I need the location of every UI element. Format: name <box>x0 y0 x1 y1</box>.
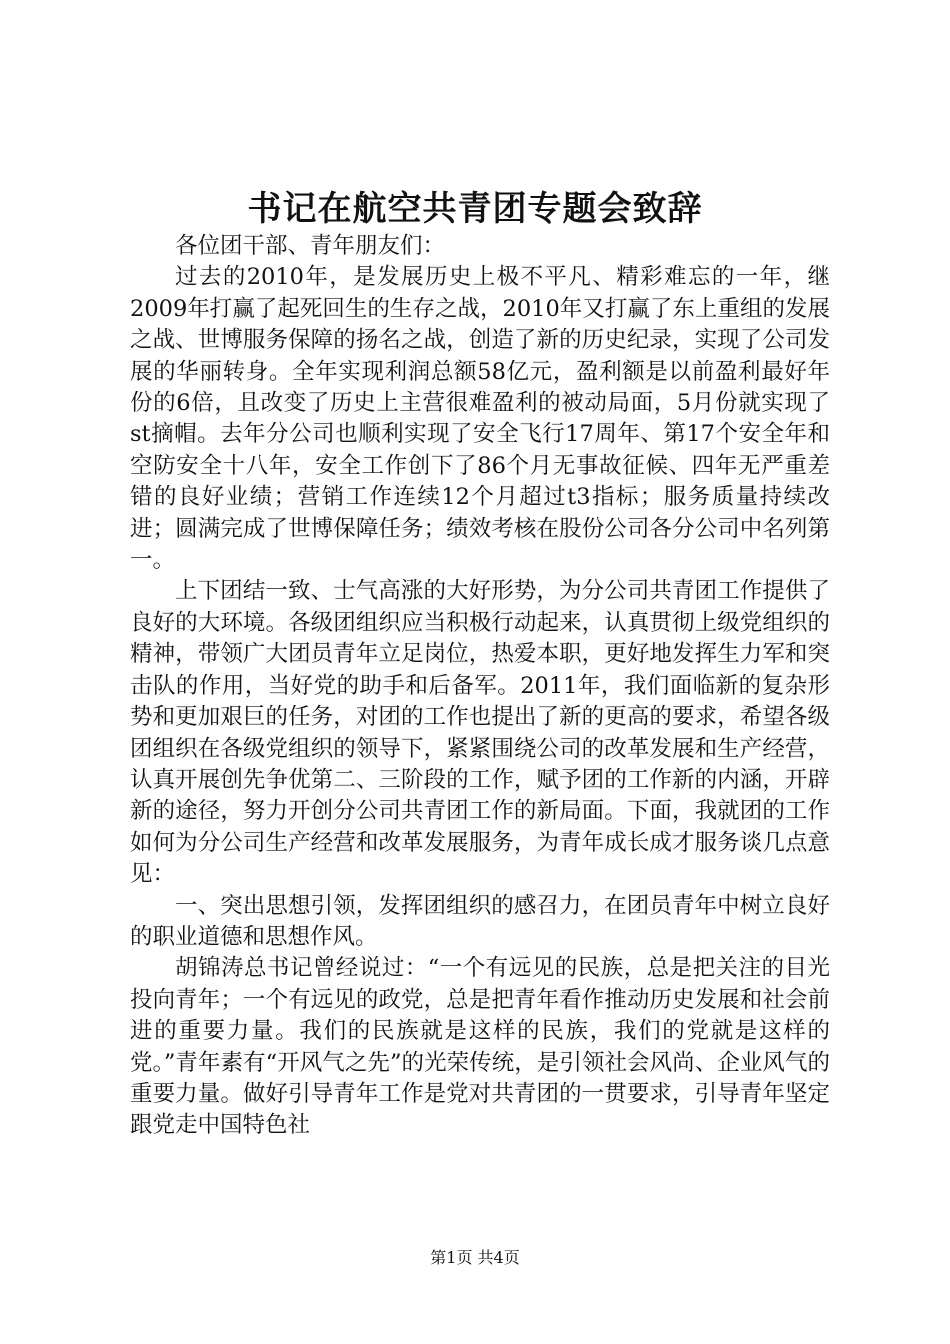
body-paragraph: 胡锦涛总书记曾经说过：“一个有远见的民族，总是把关注的目光投向青年；一个有远见的政党，总是把青年看作推动历史发展和社会前进的重要力量。我们的民族就是这样的民族，我们的党就是这样的党。”青年素有“开风气之先”的光荣传统，是引领社会风尚、企业风气的重要力量。做好引导青年工作是党对共青团的一贯要求，引导青年坚定跟党走中国特色社 <box>130 955 830 1139</box>
page-number-footer: 第1页 共4页 <box>430 1248 520 1267</box>
body-paragraph: 过去的2010年，是发展历史上极不平凡、精彩难忘的一年，继2009年打赢了起死回生的生存之战，2010年又打赢了东上重组的发展之战、世博服务保障的扬名之战，创造了新的历史纪录，实现了公司发展的华丽转身。全年实现利润总额58亿元，盈利额是以前盈利最好年份的6倍，且改变了历史上主营很难盈利的被动局面，5月份就实现了st摘帽。去年分公司也顺利实现了安全飞行17周年、第17个安全年和空防安全十八年，安全工作创下了86个月无事故征候、四年无严重差错的良好业绩；营销工作连续12个月超过t3指标；服务质量持续改进；圆满完成了世博保障任务；绩效考核在股份公司各分公司中名列第一。 <box>130 264 830 574</box>
section-heading-paragraph: 一、突出思想引领，发挥团组织的感召力，在团员青年中树立良好的职业道德和思想作风。 <box>130 892 830 950</box>
document-body <box>130 231 830 1142</box>
body-paragraph: 上下团结一致、士气高涨的大好形势，为分公司共青团工作提供了良好的大环境。各级团组织应当积极行动起来，认真贯彻上级党组织的精神，带领广大团员青年立足岗位，热爱本职，更好地发挥生力军和突击队的作用，当好党的助手和后备军。2011年，我们面临新的复杂形势和更加艰巨的任务，对团的工作也提出了新的更高的要求，希望各级团组织在各级党组织的领导下，紧紧围绕公司的改革发展和生产经营，认真开展创先争优第二、三阶段的工作，赋予团的工作新的内涵，开辟新的途径，努力开创分公司共青团工作的新局面。下面，我就团的工作如何为分公司生产经营和改革发展服务，为青年成长成才服务谈几点意见： <box>130 578 830 888</box>
document-title: 书记在航空共青团专题会致辞 <box>247 189 703 229</box>
greeting-paragraph: 各位团干部、青年朋友们： <box>175 233 446 259</box>
